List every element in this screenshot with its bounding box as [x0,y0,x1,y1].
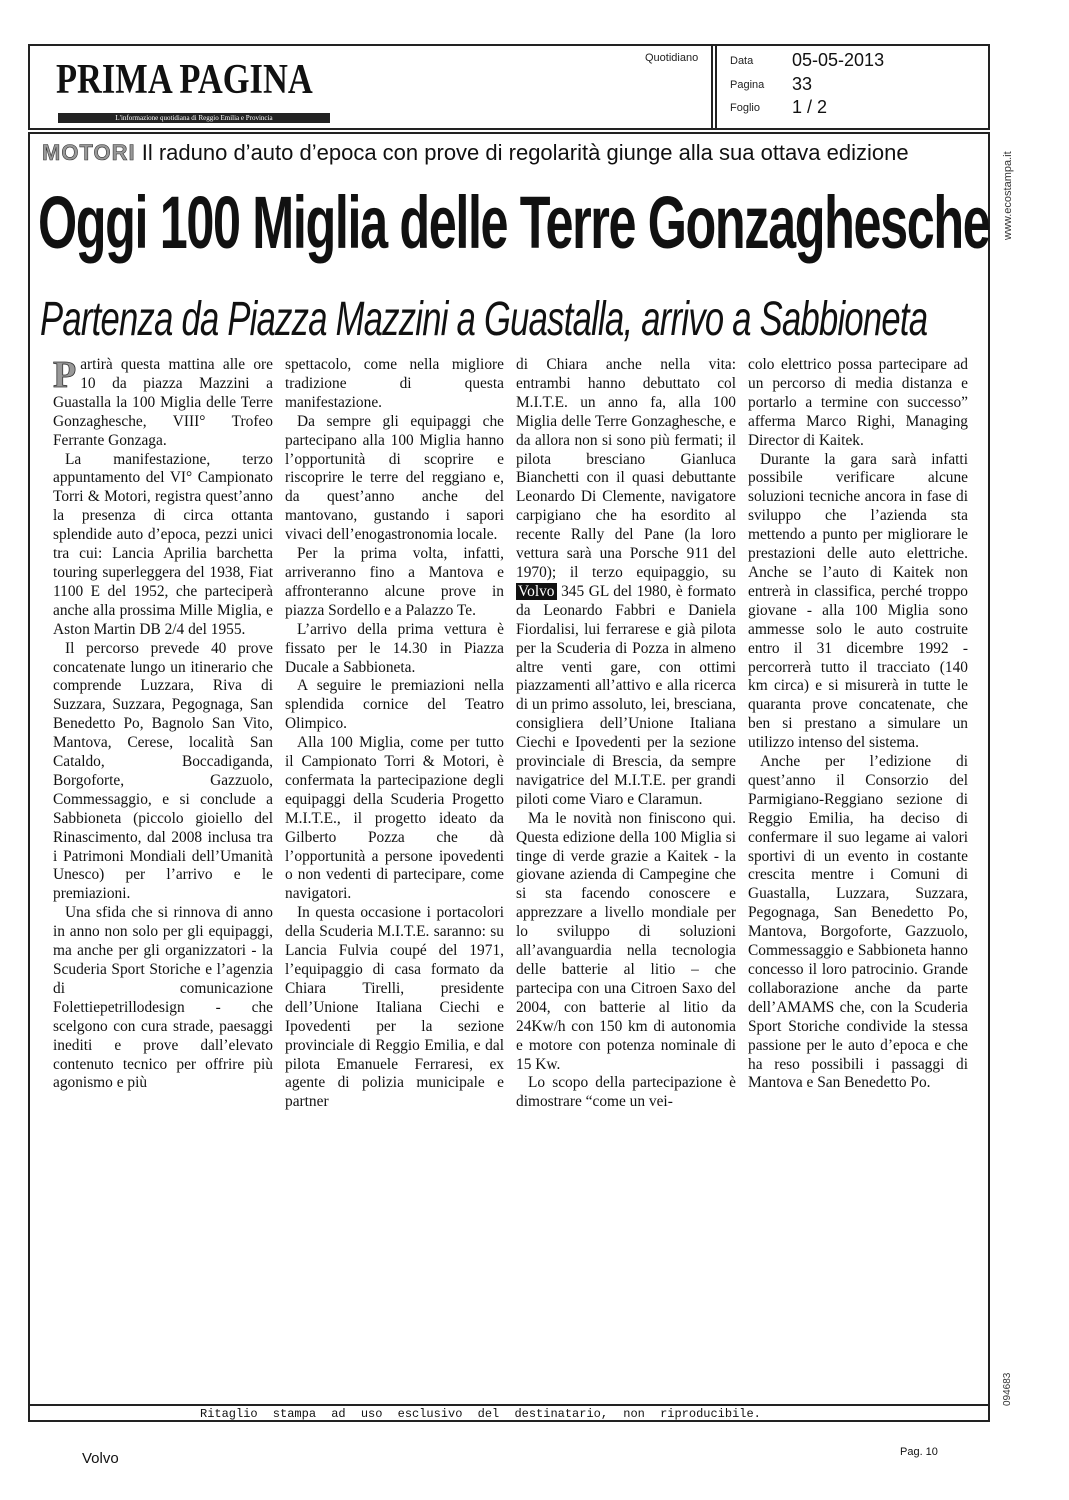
paragraph: Per la prima volta, infatti, arriveranno fino a Mantova e affronteranno alcune prove in piazza Sordello e a Palazzo Te. [285,545,504,619]
foglio-label: Foglio [730,102,760,114]
side-website: www.ecostampa.it [1002,151,1014,240]
pagina-label: Pagina [730,79,765,91]
paragraph: A seguire le premiazioni nella splendida cornice del Teatro Olimpico. [285,677,504,733]
paragraph: Lo scopo della partecipazione è dimostrare “come un vei- [516,1074,736,1111]
publication-type: Quotidiano [645,52,699,64]
header-divider [715,46,717,128]
article-headline: Oggi 100 Miglia delle Terre Gonzaghesche [38,181,990,264]
paragraph: Anche per l’edizione di quest’anno il Consorzio del Parmigiano-Reggiano sezione di Reggio Emilia, ha deciso di confermare il suo legame ai valori sportivi di un evento in costante crescita mentre i Comuni di Guastalla, Luzzara, Suzzara, Pegognaga, San Benedetto Po, Mantova, Borgoforte, Gazzuolo, Commessaggio e Sabbioneta hanno concesso il loro patrocinio. Grande collaborazione anche da parte dell’AMAMS che, con la Scuderia Sport Storiche condivide la stessa passione per le auto d’epoca e che ha reso possibili i passaggi di Mantova e San Benedetto Po. [748,753,968,1092]
data-label: Data [730,55,754,67]
paragraph: La manifestazione, terzo appuntamento del VI° Campionato Torri & Motori, registra quest’anno la presenza di circa ottanta splendide auto d’epoca, pezzi unici tra cui: Lancia Aprilia barchetta touring superleggera del 1938, Fiat 1100 E del 1952, che parteciperà anche alla prossima Mille Miglia, e Aston Martin DB 2/4 del 1955. [53,450,273,638]
drop-cap: P [53,354,77,396]
article-column-2 [285,356,504,1112]
paragraph: Da sempre gli equipaggi che partecipano alla 100 Miglia hanno l’opportunità di scoprire e riscoprire le terre del reggiano e, da quest’anno anche del mantovano, gustando i sapori vivaci dell’enogastronomia locale. [285,412,504,544]
paragraph: Ma le novità non finiscono qui. Questa edizione della 100 Miglia si tinge di verde grazie a Kaitek - la giovane azienda di Campegine che si sta facendo conoscere e apprezzare a livello mondiale per lo sviluppo di soluzioni all’avanguardia nella tecnologia delle batterie al litio – che partecipa con una Citroen Saxo del 2004, con batterie al litio da 24Kw/h con 150 km di autonomia e motore con potenza nominale di 15 Kw. [516,809,736,1073]
copyright-notice: Ritaglio stampa ad uso esclusivo del destinatario, non riproducibile. [200,1407,761,1421]
paragraph: Alla 100 Miglia, come per tutto il Campionato Torri & Motori, è confermata la partecipazione degli equipaggi della Scuderia Progetto M.I.T.E., il progetto ideato da Gilberto Pozza che dà l’opportunità a persone ipovedenti o non vedenti di partecipare, come navigatori. [285,734,504,903]
highlighted-keyword: Volvo [518,582,555,600]
paragraph: spettacolo, come nella migliore tradizione di questa manifestazione. [285,356,504,411]
kicker-text: Il raduno d’auto d’epoca con prove di regolarità giunge alla sua ottava edizione [141,140,909,165]
paragraph-text: di Chiara anche nella vita: entrambi hanno debuttato col M.I.T.E. un anno fa, alla 100 Miglia delle Terre Gonzaghesche, e da allora non si sono più fermati; il pilota bresciano Gianluca Bianchetti con il quasi debuttante Leonardo Di Clemente, navigatore carpigiano che ha esordito al recente Rally del Pane (la loro vettura sarà una Porsche 911 del 1970); il terzo equipaggio, su [516,356,736,581]
article-column-3 [516,356,736,1112]
paragraph [53,356,273,451]
paragraph-text: 345 GL del 1980, è formato da Leonardo Fabbri e Daniela Fiordalisi, lui ferrarese e già pilota per la Scuderia di Pozza in almeno altre venti gare, con ottimi piazzamenti all’attivo e alla ricerca di un primo assoluto, lei, bresciana, consigliera dell’Unione Italiana Ciechi e Ipovedenti per la sezione provinciale di Brescia, da sempre navigatrice del M.I.T.E. per grandi piloti come Viaro e Claramun. [516,582,736,808]
data-value: 05-05-2013 [792,50,885,70]
side-code: 094683 [1002,1372,1013,1406]
foglio-value: 1 / 2 [792,97,828,117]
paragraph: Una sfida che si rinnova di anno in anno non solo per gli equipaggi, ma anche per gli organizzatori - la Scuderia Sport Storiche e l’agenzia di comunicazione Folettiepetrillodesign - che scelgono con cura strade, paesaggi inediti e prove dall’elevato contenuto tecnico per offrire più agonismo e più [53,904,273,1092]
paragraph: colo elettrico possa partecipare ad un percorso di media distanza e portarlo a termine con successo” afferma Marco Righi, Managing Director di Kaitek. [748,356,968,449]
paragraph: L’arrivo della prima vettura è fissato per le 14.30 in Piazza Ducale a Sabbioneta. [285,620,504,676]
paragraph [516,356,736,810]
footer-page-number: Pag. 10 [900,1446,938,1458]
paragraph: Durante la gara sarà infatti possibile verificare alcune soluzioni tecniche ancora in fase di sviluppo che l’azienda sta mettendo a punto per migliorare le prestazioni delle auto elettriche. Anche se l’auto di Kaitek non entrerà in classifica, perché troppo giovane - alla 100 Miglia sono ammesse solo le auto costruite entro il 31 dicembre 1992 - percorrerà tutto il tracciato (140 km circa) e si misurerà in tutte le quaranta prove concatenate, che ben si prestano a simulare un utilizzo intenso del sistema. [748,450,968,752]
masthead-tagline: L'informazione quotidiana di Reggio Emilia e Provincia [58,113,330,123]
paragraph: Il percorso prevede 40 prove concatenate lungo un itinerario che comprende Luzzara, Riva di Suzzara, Suzzara, Pegognaga, San Benedetto Po, Bagnolo San Vito, Mantova, Cerese, località San Cataldo, Boccadiganda, Borgoforte, Gazzuolo, Commessaggio, e si conclude a Sabbioneta (piccolo gioiello del Rinascimento, dal 2008 inclusa tra i Patrimoni Mondiali dell’Umanità Unesco) per l’arrivo e le premiazioni. [53,639,273,903]
article-kicker [42,140,909,166]
footer-keyword: Volvo [82,1450,119,1467]
masthead-title: PRIMA PAGINA [56,57,313,103]
article-column-4 [748,356,968,1093]
article-subhead: Partenza da Piazza Mazzini a Guastalla, arrivo a Sabbioneta [40,293,928,346]
article-column-1 [53,356,273,1093]
kicker-tag: MOTORI [42,140,136,165]
paragraph-text: artirà questa mattina alle ore 10 da piazza Mazzini a Guastalla la 100 Miglia delle Terre Gonzaghesche, VIII° Trofeo Ferrante Gonzaga. [53,356,273,449]
pagina-value: 33 [792,74,813,94]
paragraph: In questa occasione i portacolori della Scuderia M.I.T.E. saranno: su Lancia Fulvia coupé del 1971, l’equipaggio di casa formato da Chiara Tirelli, presidente dell’Unione Italiana Ciechi e Ipovedenti per la sezione provinciale di Reggio Emilia, e dal pilota Emanuele Ferraresi, ex agente di polizia municipale e partner [285,904,504,1111]
